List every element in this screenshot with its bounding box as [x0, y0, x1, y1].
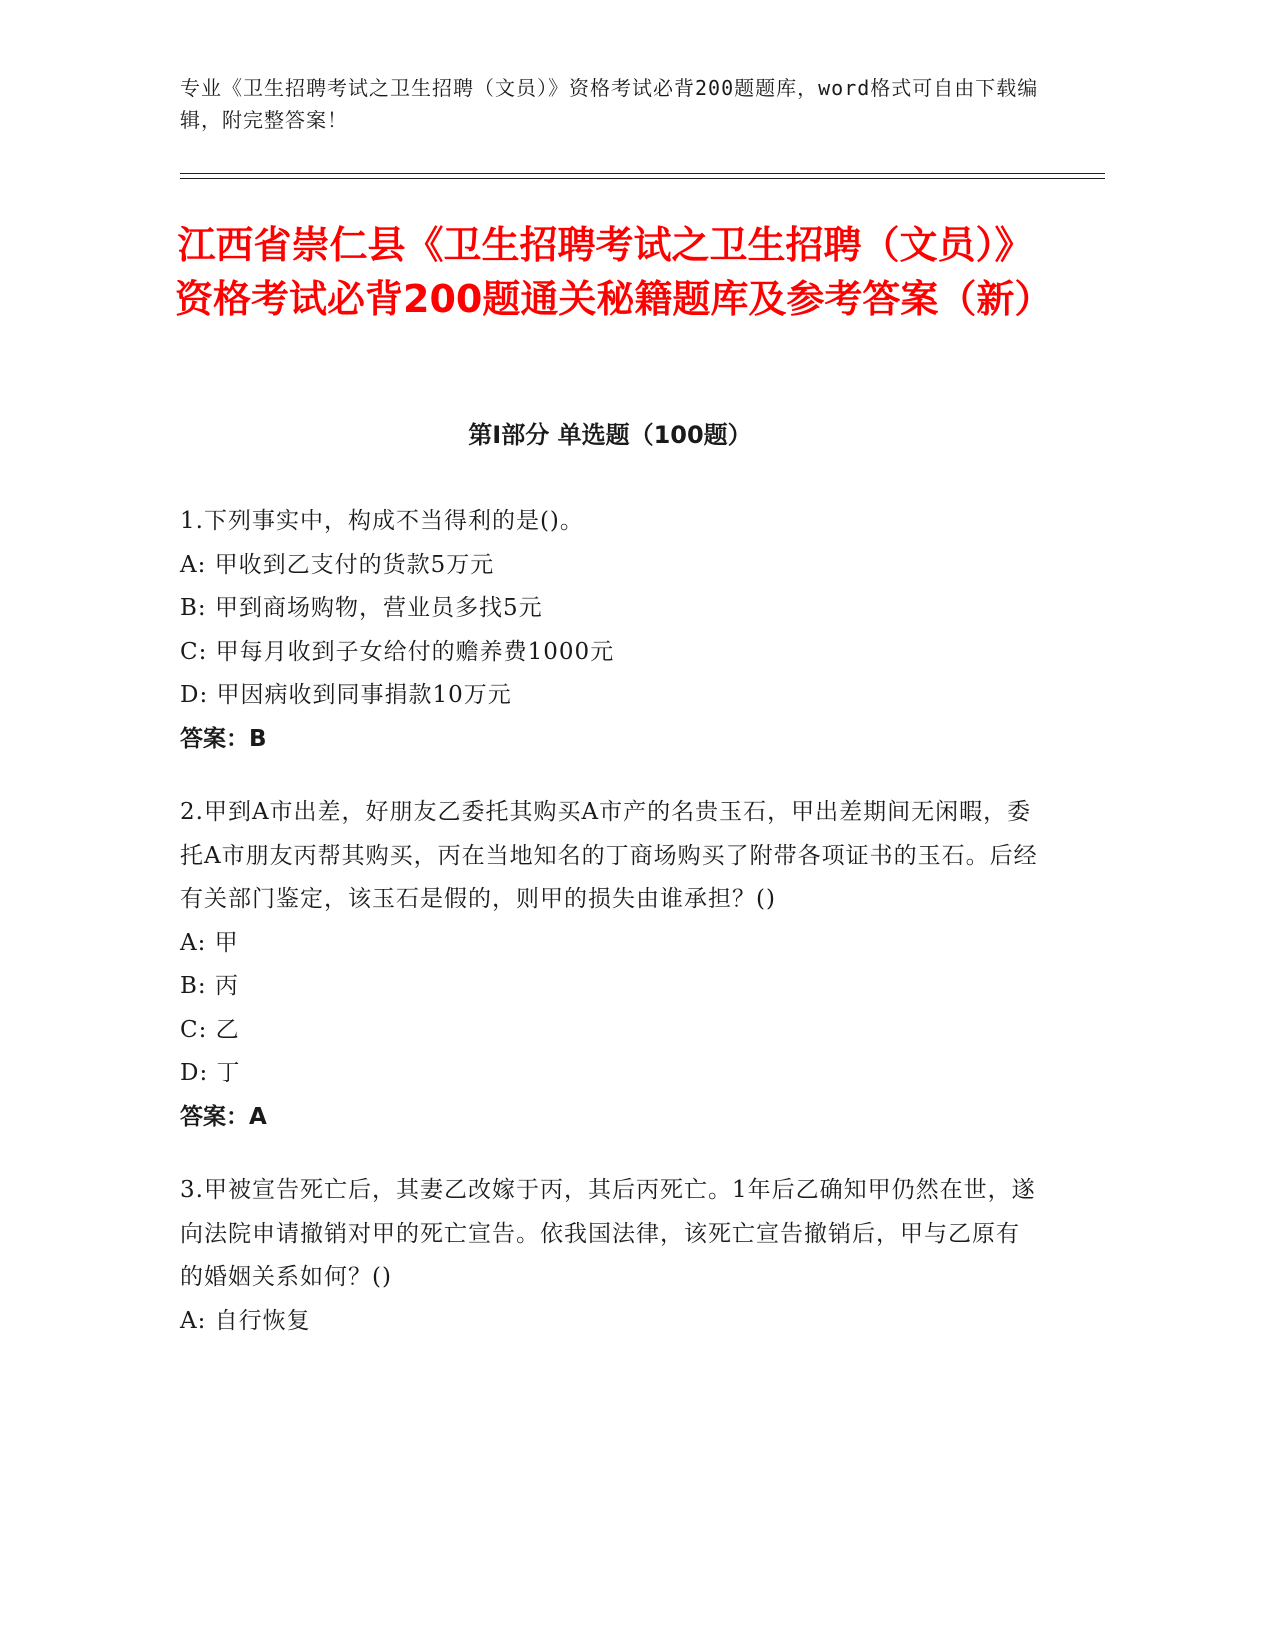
question-list: [180, 500, 1040, 1373]
section-title: 第I部分 单选题（100题）: [468, 421, 752, 449]
option-a: A: 甲收到乙支付的货款5万元: [180, 551, 495, 578]
question-item: [180, 1169, 1040, 1343]
option-c: C: 甲每月收到子女给付的赡养费1000元: [180, 638, 615, 665]
answer-line: 答案：B: [180, 725, 267, 752]
option-a: A: 自行恢复: [180, 1307, 311, 1334]
header-divider-secondary: [180, 178, 1105, 179]
option-c: C: 乙: [180, 1016, 240, 1043]
option-b: B: 甲到商场购物，营业员多找5元: [180, 595, 543, 621]
question-item: [180, 500, 1040, 761]
question-text: 1.下列事实中，构成不当得利的是()。: [180, 508, 584, 534]
question-text: 3.甲被宣告死亡后，其妻乙改嫁于丙，其后丙死亡。1年后乙确知甲仍然在世，遂向法院申请撤销对甲的死亡宣告。依我国法律，该死亡宣告撤销后，甲与乙原有的婚姻关系如何？(): [180, 1177, 1036, 1290]
question-text: 2.甲到A市出差，好朋友乙委托其购买A市产的名贵玉石，甲出差期间无闲暇，委托A市朋友丙帮其购买，丙在当地知名的丁商场购买了附带各项证书的玉石。后经有关部门鉴定，该玉石是假的，则甲的损失由谁承担？(): [180, 799, 1038, 912]
header-note: 专业《卫生招聘考试之卫生招聘（文员）》资格考试必背200题题库，word格式可自由下载编辑，附完整答案！: [180, 76, 1039, 132]
option-d: D: 甲因病收到同事捐款10万元: [180, 682, 512, 708]
option-b: B: 丙: [180, 973, 239, 999]
document-title: 江西省崇仁县《卫生招聘考试之卫生招聘（文员）》资格考试必背200题通关秘籍题库及参考答案（新）: [175, 223, 1053, 321]
header-divider: [180, 173, 1105, 174]
answer-line: 答案：A: [180, 1103, 267, 1130]
option-a: A: 甲: [180, 929, 239, 956]
question-item: [180, 791, 1040, 1139]
option-d: D: 丁: [180, 1060, 241, 1086]
